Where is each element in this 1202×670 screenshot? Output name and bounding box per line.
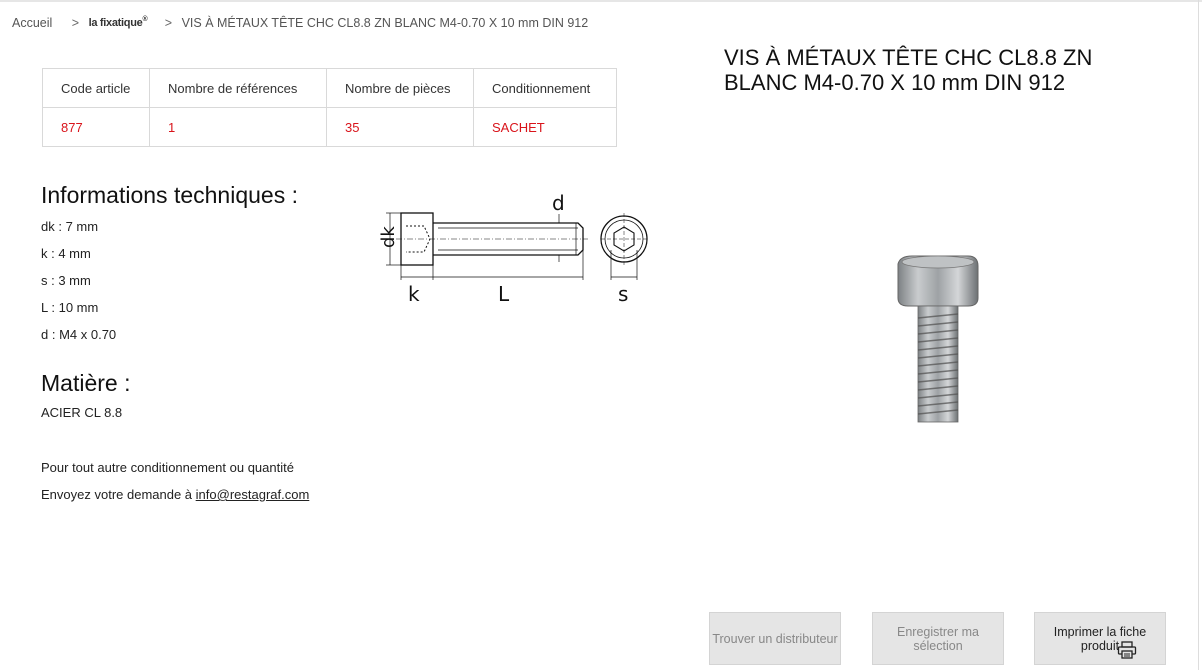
breadcrumb-separator: > xyxy=(71,15,80,30)
table-row xyxy=(43,108,617,147)
tech-item-k: k : 4 mm xyxy=(41,246,91,261)
tech-item-dk: dk : 7 mm xyxy=(41,219,99,234)
diagram-label-d: d xyxy=(552,191,565,215)
tech-item-d: d : M4 x 0.70 xyxy=(41,327,117,342)
material-value: ACIER CL 8.8 xyxy=(41,405,123,420)
contact-line: Pour tout autre conditionnement ou quantité xyxy=(41,460,294,475)
print-product-sheet-button[interactable] xyxy=(1034,612,1166,665)
screw-technical-diagram xyxy=(376,188,656,308)
tech-item-s: s : 3 mm xyxy=(41,273,91,288)
diagram-label-s: s xyxy=(618,282,629,306)
header-code-article: Code article xyxy=(43,69,150,108)
value-code-article: 877 xyxy=(43,108,150,147)
material-heading: Matière : xyxy=(41,370,131,396)
find-distributor-button[interactable]: Trouver un distributeur xyxy=(709,612,841,665)
tech-heading: Informations techniques : xyxy=(41,182,298,208)
value-nombre-pieces: 35 xyxy=(327,108,474,147)
tech-item-L: L : 10 mm xyxy=(41,300,99,315)
breadcrumb-separator: > xyxy=(164,15,173,30)
breadcrumb-home[interactable]: Accueil xyxy=(12,15,53,30)
diagram-head xyxy=(401,213,433,265)
top-border xyxy=(0,0,1202,2)
diagram-label-dk: dk xyxy=(378,226,399,248)
contact-email-link[interactable]: info@restagraf.com xyxy=(195,487,310,502)
table-header-row xyxy=(43,69,617,108)
product-photo xyxy=(880,250,990,430)
breadcrumb xyxy=(12,15,588,30)
value-conditionnement: SACHET xyxy=(474,108,617,147)
diagram-label-L: L xyxy=(498,282,510,306)
header-conditionnement: Conditionnement xyxy=(474,69,617,108)
print-button-label: Imprimer la fiche produit xyxy=(1053,624,1147,653)
right-scroll-edge xyxy=(1198,0,1199,670)
tech-list xyxy=(41,217,116,352)
value-nombre-references: 1 xyxy=(150,108,327,147)
save-selection-button[interactable]: Enregistrer ma sélection xyxy=(872,612,1004,665)
breadcrumb-brand[interactable]: la fixatique® xyxy=(88,16,148,30)
diagram-label-k: k xyxy=(408,282,420,306)
contact-request-line: Envoyez votre demande à info@restagraf.com xyxy=(41,487,310,502)
header-nombre-pieces: Nombre de pièces xyxy=(327,69,474,108)
specs-table xyxy=(42,68,617,147)
header-nombre-references: Nombre de références xyxy=(150,69,327,108)
product-title: VIS À MÉTAUX TÊTE CHC CL8.8 ZN BLANC M4-0.70 X 10 mm DIN 912 xyxy=(724,45,1093,95)
breadcrumb-current: VIS À MÉTAUX TÊTE CHC CL8.8 ZN BLANC M4-0.70 X 10 mm DIN 912 xyxy=(181,15,589,30)
printer-icon xyxy=(1117,641,1137,659)
